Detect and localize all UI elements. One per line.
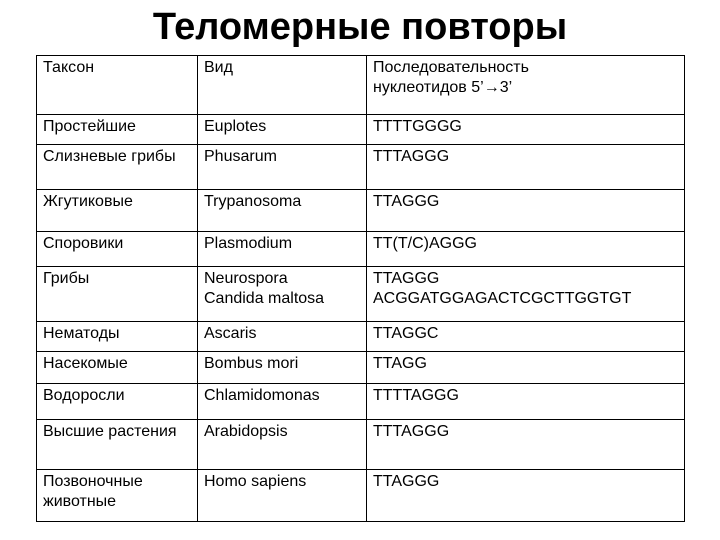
header-sequence-line1: Последовательность [373,59,529,76]
cell-taxon: Простейшие [37,115,198,145]
table-row [37,115,685,145]
cell-species [198,420,367,470]
cell-species [198,115,367,145]
species-name: Neurospora [204,270,288,287]
cell-taxon: Грибы [37,267,198,322]
repeat-sequence: ACGGATGGAGACTCGCTTGGTGT [373,290,632,307]
cell-sequence [367,384,685,420]
cell-taxon: Споровики [37,232,198,267]
cell-sequence [367,190,685,232]
cell-species [198,352,367,384]
cell-sequence [367,267,685,322]
species-name: Ascaris [204,325,257,342]
table-row [37,190,685,232]
species-name: Trypanosoma [204,193,302,210]
species-name: Phusarum [204,148,277,165]
cell-species [198,267,367,322]
repeat-sequence: TTAGGG [373,270,440,287]
cell-taxon: Насекомые [37,352,198,384]
repeat-sequence: TTTTGGGG [373,118,462,135]
cell-species [198,232,367,267]
table-row [37,145,685,190]
repeat-sequence: TTAGG [373,355,427,372]
repeat-sequence: TTAGGG [373,473,440,490]
species-name: Euplotes [204,118,267,135]
header-sequence [367,56,685,115]
cell-sequence [367,145,685,190]
cell-sequence [367,115,685,145]
table-row [37,232,685,267]
table-row [37,322,685,352]
repeat-sequence: TTTTAGGG [373,387,459,404]
repeat-sequence: TTTAGGG [373,148,450,165]
telomere-table [36,55,685,522]
cell-species [198,322,367,352]
repeat-sequence: TTTAGGG [373,423,450,440]
repeat-sequence: TTAGGC [373,325,439,342]
table-row [37,384,685,420]
cell-sequence [367,232,685,267]
table-header-row [37,56,685,115]
cell-sequence [367,470,685,522]
header-species: Вид [198,56,367,115]
species-name: Chlamidomonas [204,387,320,404]
cell-taxon: Высшие растения [37,420,198,470]
cell-sequence [367,352,685,384]
cell-species [198,145,367,190]
species-name: Homo sapiens [204,473,307,490]
cell-species [198,190,367,232]
table-row [37,470,685,522]
table-row [37,267,685,322]
header-taxon: Таксон [37,56,198,115]
cell-taxon: Водоросли [37,384,198,420]
cell-taxon: Нематоды [37,322,198,352]
cell-sequence [367,322,685,352]
cell-taxon: Жгутиковые [37,190,198,232]
header-sequence-line2: нуклеотидов 5’→3’ [373,79,513,96]
species-name: Bombus mori [204,355,299,372]
species-name: Arabidopsis [204,423,288,440]
table-row [37,352,685,384]
table-body [37,115,685,522]
repeat-sequence: TTAGGG [373,193,440,210]
cell-species [198,384,367,420]
repeat-sequence: TT(T/C)AGGG [373,235,477,252]
species-name: Plasmodium [204,235,293,252]
cell-sequence [367,420,685,470]
table-row [37,420,685,470]
page-title: Теломерные повторы [152,6,568,48]
species-name: Candida maltosa [204,290,325,307]
cell-taxon: Позвоночные животные [37,470,198,522]
cell-species [198,470,367,522]
cell-taxon: Слизневые грибы [37,145,198,190]
